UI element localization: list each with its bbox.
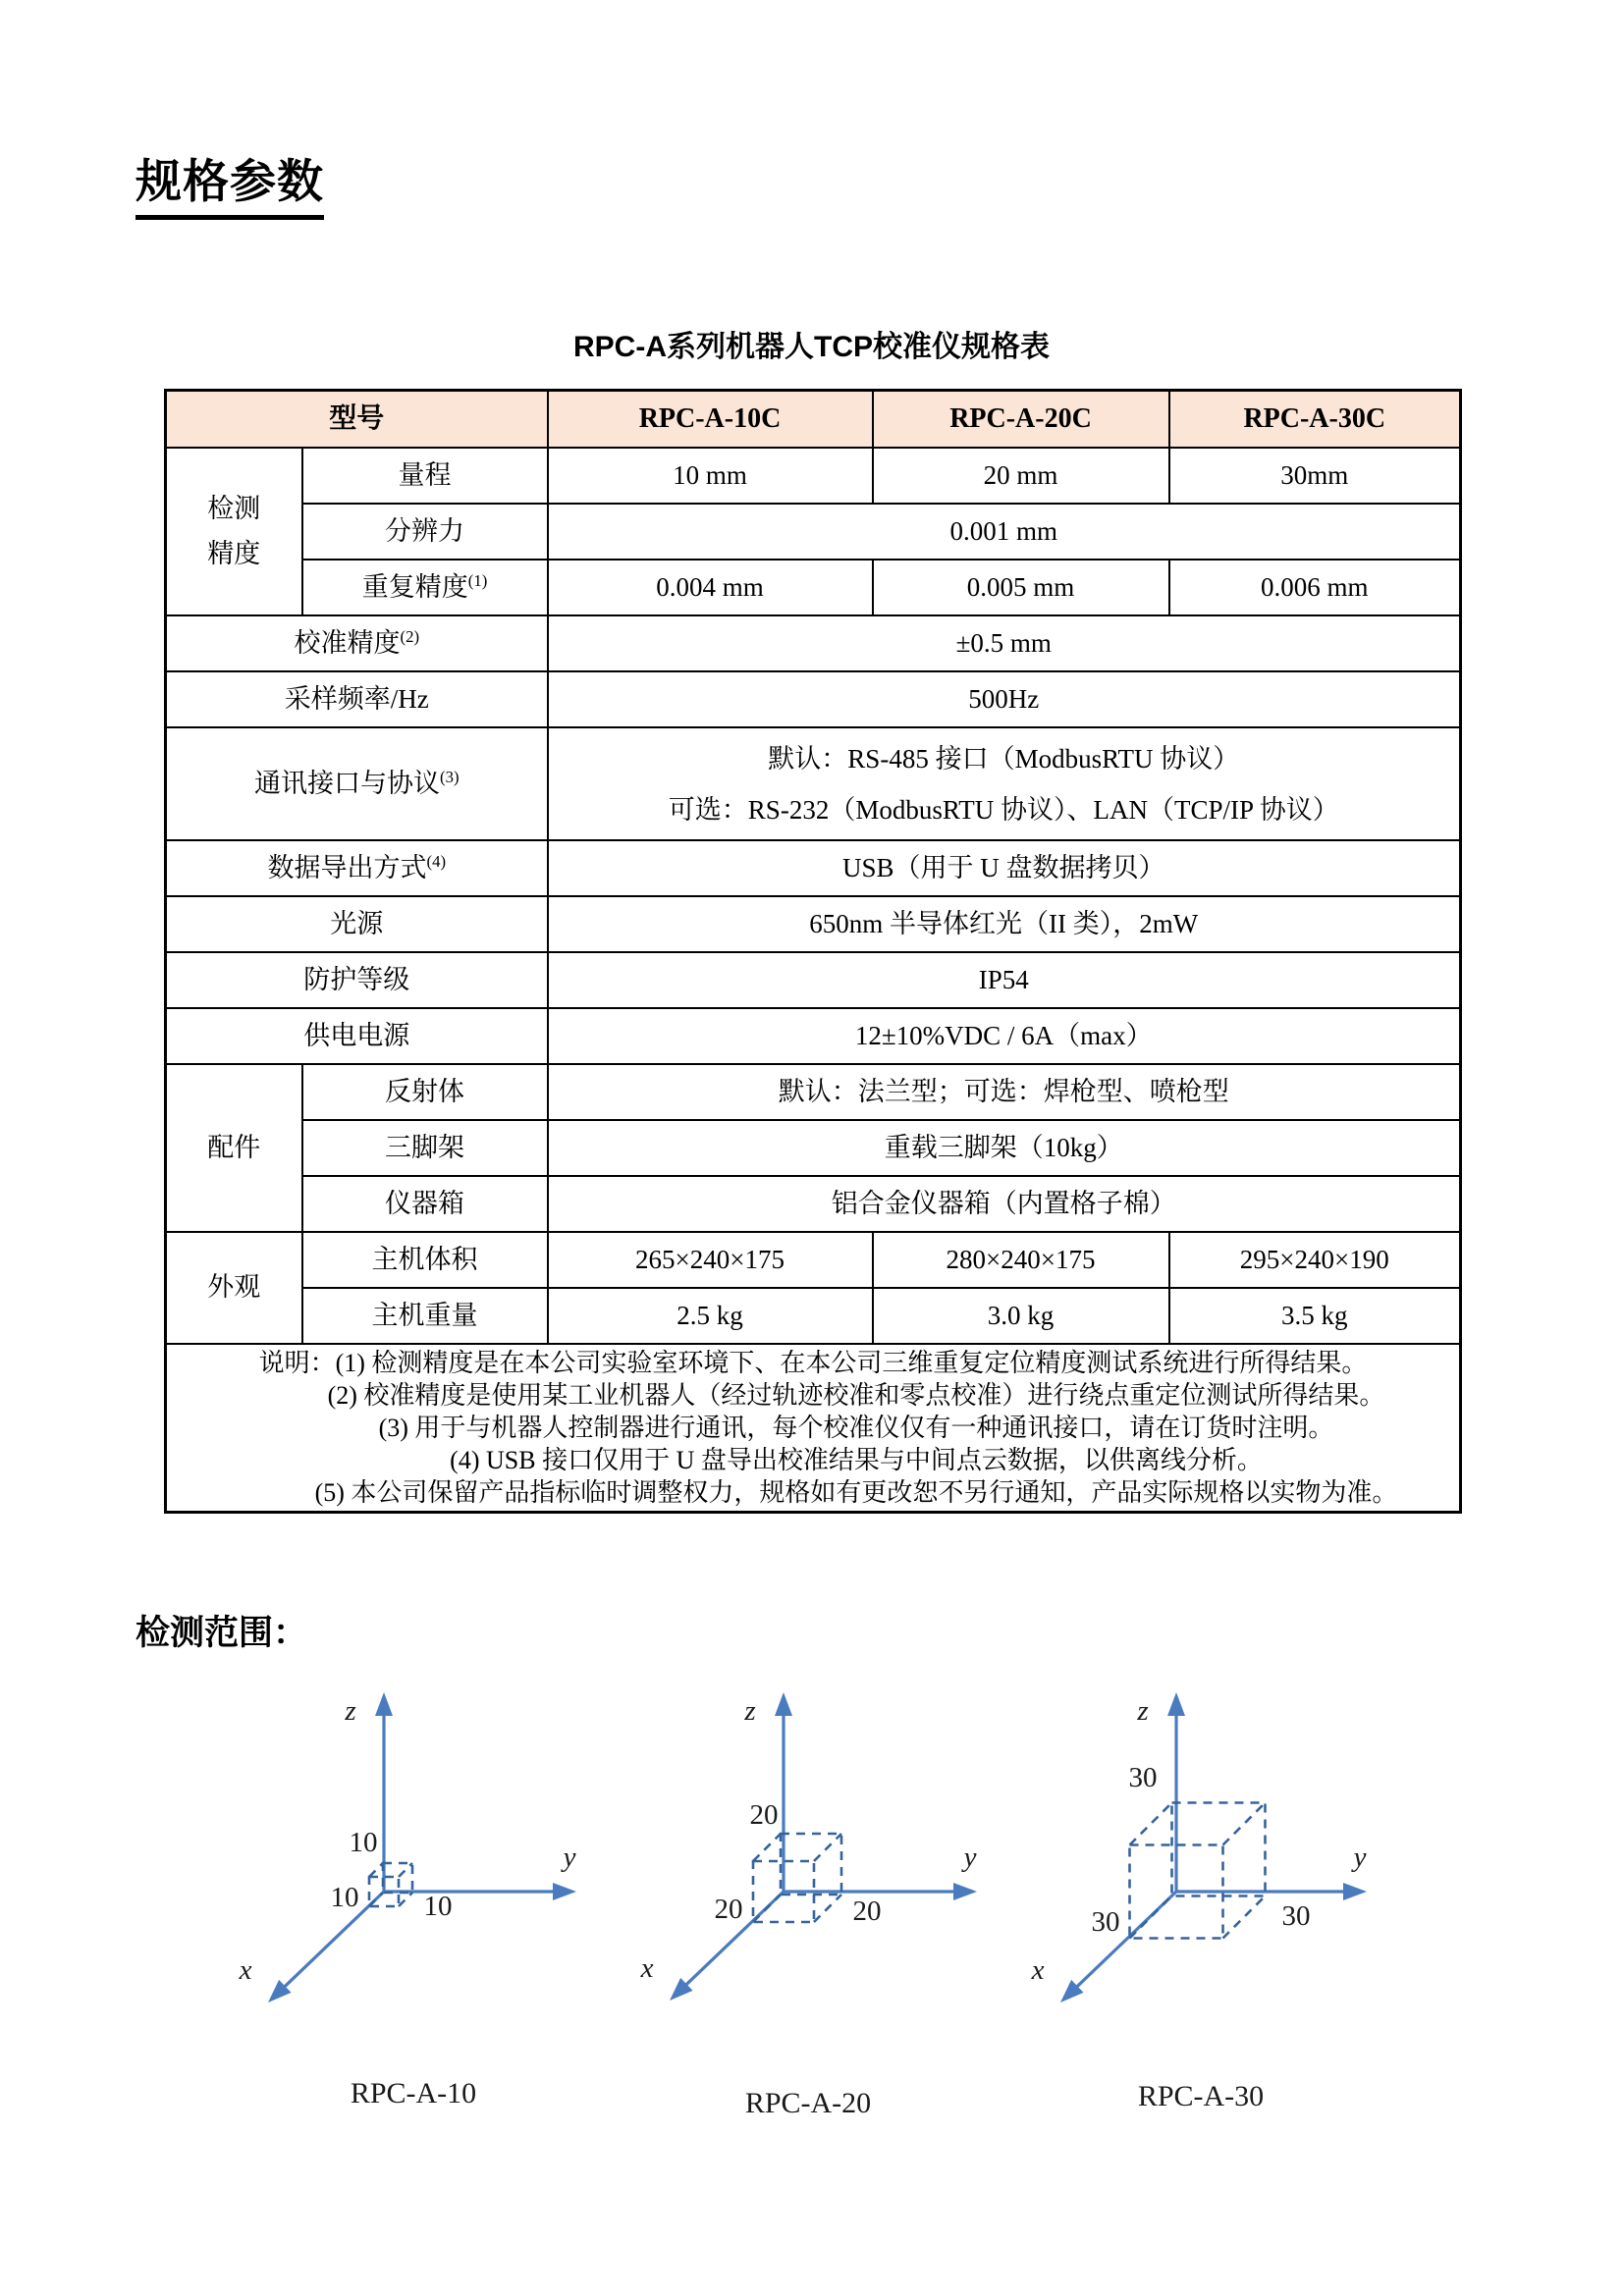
row-label-light-source: 光源 [166,896,548,952]
range-value-x: 30 [1091,1906,1120,1938]
measure-cube-edge [399,1863,412,1877]
table-row [166,560,1461,615]
repeatability-value-20c: 0.005 mm [873,560,1169,615]
repeatability-value-10c: 0.004 mm [548,560,873,615]
range-value-x: 10 [330,1882,359,1913]
comm-optional: 可选：RS-232（ModbusRTU 协议）、LAN（TCP/IP 协议） [668,794,1339,825]
y-axis-arrowhead [953,1883,977,1900]
z-axis-arrowhead [1167,1692,1185,1716]
axis-label-z: z [1137,1695,1149,1727]
volume-value-10c: 265×240×175 [548,1232,873,1288]
volume-value-20c: 280×240×175 [873,1232,1169,1288]
measure-cube-edge [1223,1803,1266,1845]
range-value-x: 20 [714,1894,743,1925]
axis-label-y: y [563,1842,576,1873]
range-value-z: 30 [1128,1762,1158,1793]
measure-cube-back [781,1834,841,1895]
diagram-caption: RPC-A-10 [350,2077,477,2109]
row-label-reflector: 反射体 [302,1064,548,1120]
detection-range-heading: 检测范围： [135,1614,308,1652]
range-value-10c: 10 mm [548,448,873,504]
table-row [166,896,1461,952]
table-row [166,1120,1461,1176]
axis-label-x: x [1031,1954,1045,1986]
range-value-30c: 30mm [1169,448,1461,504]
group-appearance: 外观 [166,1232,302,1344]
measure-cube-edge [369,1863,383,1877]
row-label-sampling-rate: 采样频率/Hz [166,671,548,727]
range-value-y: 10 [423,1891,453,1922]
spec-table-title: RPC-A系列机器人TCP校准仪规格表 [573,331,1050,363]
tripod-value: 重载三脚架（10kg） [548,1120,1461,1176]
row-label-resolution: 分辨力 [302,504,548,560]
measure-cube-edge [1223,1896,1266,1939]
detection-range-diagram-rpc-a-20 [589,1659,1041,2130]
sampling-rate-value: 500Hz [548,671,1461,727]
notes-cell [166,1344,1461,1513]
axis-label-z: z [744,1695,756,1727]
header-model-20c: RPC-A-20C [873,391,1169,449]
axis-label-y: y [963,1842,977,1873]
measure-cube-edge [1130,1803,1172,1845]
weight-value-20c: 3.0 kg [873,1288,1169,1344]
row-label-weight: 主机重量 [302,1288,548,1344]
table-row [166,1008,1461,1064]
note-line-4: (4) USB 接口仅用于 U 盘导出校准结果与中间点云数据，以供离线分析。 [450,1446,1263,1474]
y-axis-arrowhead [553,1883,576,1900]
z-axis-arrowhead [375,1692,393,1716]
range-value-20c: 20 mm [873,448,1169,504]
table-row [166,840,1461,896]
resolution-value: 0.001 mm [548,504,1461,560]
measure-cube-edge [814,1834,841,1861]
row-label-protection: 防护等级 [166,952,548,1008]
notes-row [166,1344,1461,1513]
reflector-value: 默认：法兰型；可选：焊枪型、喷枪型 [548,1064,1461,1120]
row-label-case: 仪器箱 [302,1176,548,1232]
row-label-tripod: 三脚架 [302,1120,548,1176]
light-source-value: 650nm 半导体红光（II 类），2mW [548,896,1461,952]
z-axis-arrowhead [775,1692,792,1716]
range-value-y: 20 [852,1896,882,1927]
axis-label-x: x [640,1952,654,1984]
weight-value-30c: 3.5 kg [1169,1288,1461,1344]
power-value: 12±10%VDC / 6A（max） [548,1008,1461,1064]
axis-label-x: x [239,1954,252,1986]
page-title: 规格参数 [135,145,324,220]
notes-prefix: 说明： [258,1349,336,1377]
row-label-repeatability: 重复精度$^{(1)}$ [302,560,548,615]
table-row [166,1176,1461,1232]
table-row [166,1064,1461,1120]
note-line-1: 说明：(1) 检测精度是在本公司实验室环境下、在本公司三维重复定位精度测试系统进行所得结果。 [258,1349,1368,1377]
measure-cube-edge [753,1834,781,1861]
measure-cube-edge [814,1895,841,1922]
diagram-caption: RPC-A-20 [744,2087,872,2119]
row-label-range: 量程 [302,448,548,504]
group-accessories: 配件 [166,1064,302,1232]
y-axis-arrowhead [1343,1883,1367,1900]
table-row [166,1232,1461,1288]
detection-range-diagram-rpc-a-30 [1001,1659,1453,2130]
row-label-comm: 通讯接口与协议$^{(3)}$ [166,727,548,840]
comm-default: 默认：RS-485 接口（ModbusRTU 协议） [768,743,1240,774]
range-value-z: 10 [349,1827,378,1858]
comm-value [548,727,1461,840]
note-line-2: (2) 校准精度是使用某工业机器人（经过轨迹校准和零点校准）进行绕点重定位测试所得结果。 [327,1381,1385,1410]
header-model-10c: RPC-A-10C [548,391,873,449]
range-value-z: 20 [749,1799,779,1831]
row-label-power: 供电电源 [166,1008,548,1064]
data-export-value: USB（用于 U 盘数据拷贝） [548,840,1461,896]
table-row [166,952,1461,1008]
spec-table [164,389,1462,1514]
row-label-calibration-accuracy: 校准精度$^{(2)}$ [166,615,548,671]
table-row [166,727,1461,840]
table-header-row [166,391,1461,449]
group-accuracy: 检测精度 [166,448,302,615]
volume-value-30c: 295×240×190 [1169,1232,1461,1288]
detection-range-diagram-rpc-a-10 [147,1659,599,2130]
measure-cube-edge [399,1893,412,1906]
row-label-volume: 主机体积 [302,1232,548,1288]
case-value: 铝合金仪器箱（内置格子棉） [548,1176,1461,1232]
header-model-label: 型号 [166,391,548,449]
axis-label-y: y [1353,1842,1367,1873]
table-row [166,504,1461,560]
repeatability-value-30c: 0.006 mm [1169,560,1461,615]
table-row [166,1288,1461,1344]
range-value-y: 30 [1281,1900,1311,1932]
note-line-5: (5) 本公司保留产品指标临时调整权力，规格如有更改恕不另行通知，产品实际规格以实物为准。 [314,1478,1398,1507]
axis-label-z: z [345,1695,356,1727]
row-label-data-export: 数据导出方式$^{(4)}$ [166,840,548,896]
diagram-caption: RPC-A-30 [1137,2080,1265,2112]
x-axis [1074,1892,1176,1989]
header-model-30c: RPC-A-30C [1169,391,1461,449]
note-line-3: (3) 用于与机器人控制器进行通讯，每个校准仪仅有一种通讯接口，请在订货时注明。 [378,1414,1334,1442]
table-row [166,671,1461,727]
table-row [166,448,1461,504]
protection-value: IP54 [548,952,1461,1008]
measure-cube-edge [753,1895,781,1922]
calibration-accuracy-value: ±0.5 mm [548,615,1461,671]
table-row [166,615,1461,671]
weight-value-10c: 2.5 kg [548,1288,873,1344]
